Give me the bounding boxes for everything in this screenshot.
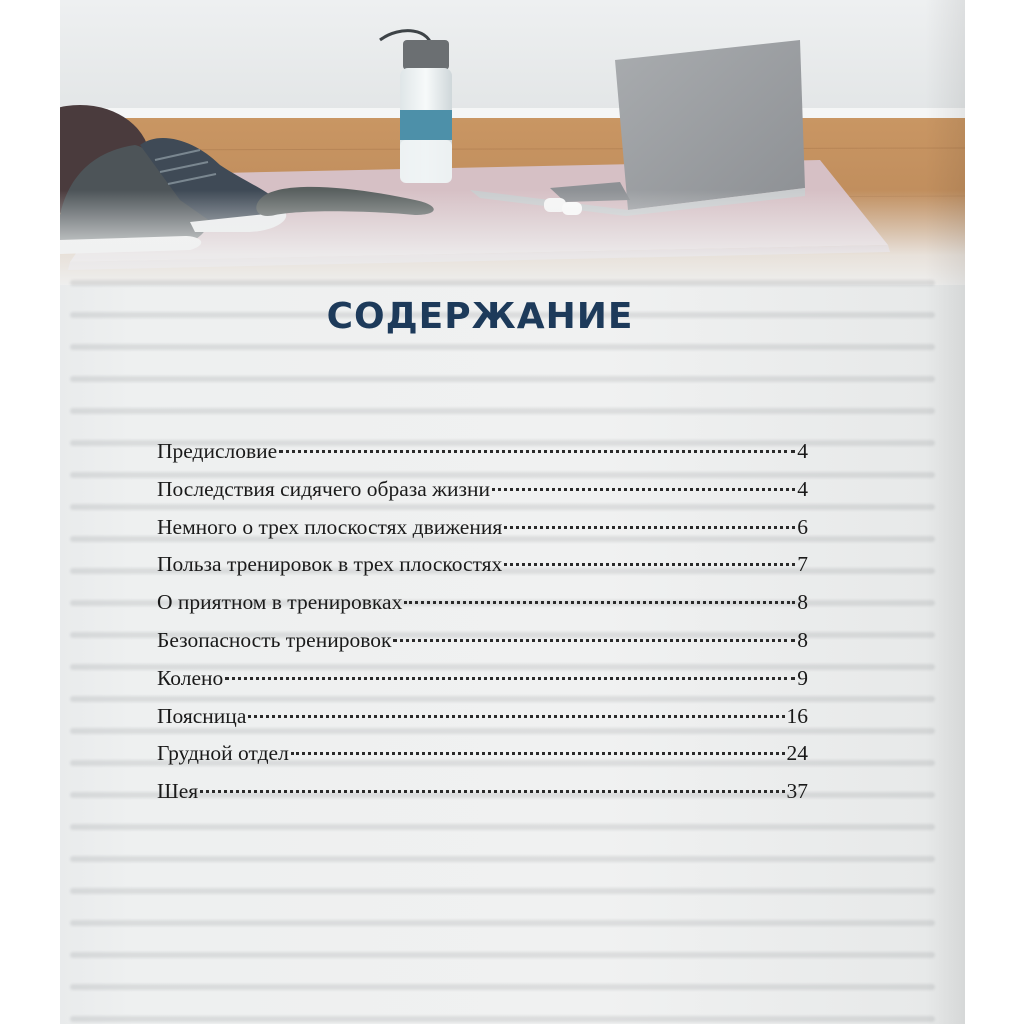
toc-entry-page-number: 37: [786, 779, 808, 804]
page-title: СОДЕРЖАНИЕ: [326, 296, 634, 337]
toc-entry-label: О приятном в тренировках: [157, 590, 403, 615]
toc-entry-page-number: 16: [786, 703, 808, 728]
toc-entry-label: Безопасность тренировок: [157, 627, 392, 652]
toc-entry: [157, 777, 808, 815]
toc-entry-label: Шея: [157, 779, 199, 804]
toc-entry-label: Предисловие: [157, 439, 278, 463]
toc-entry-label: Польза тренировок в трех плоскостях: [157, 552, 503, 577]
toc-entry: [157, 475, 808, 513]
toc-entry-label: Поясница: [157, 703, 247, 728]
toc-dot-leader: [291, 752, 785, 755]
toc-entry-label: Колено: [157, 665, 224, 690]
toc-entry-label: Последствия сидячего образа жизни: [157, 476, 491, 501]
toc-entry: [157, 739, 808, 777]
toc-entry-label: Немного о трех плоскостях движения: [157, 514, 503, 539]
toc-entry-page-number: 8: [797, 627, 808, 652]
toc-dot-leader: [404, 601, 795, 604]
toc-dot-leader: [504, 526, 795, 529]
wall: [60, 0, 965, 120]
toc-entry: [157, 513, 808, 551]
toc-entry: [157, 550, 808, 588]
toc-entry: [157, 626, 808, 664]
toc-entry: [157, 702, 808, 740]
toc-entry: [157, 664, 808, 702]
toc-dot-leader: [200, 790, 784, 793]
toc-entry-page-number: 6: [797, 514, 808, 539]
toc-dot-leader: [492, 488, 795, 491]
toc-entry-page-number: 8: [797, 590, 808, 615]
toc-entry-page-number: 4: [797, 476, 808, 501]
toc-entry: [157, 437, 808, 475]
toc-dot-leader: [248, 715, 784, 718]
header-photo: [60, 0, 965, 285]
table-of-contents: [157, 437, 808, 815]
toc-entry-page-number: 7: [797, 552, 808, 577]
toc-entry-label: Грудной отдел: [157, 741, 289, 766]
toc-dot-leader: [279, 450, 795, 453]
toc-entry-page-number: 4: [797, 439, 808, 463]
toc-entry-page-number: 24: [786, 741, 808, 766]
toc-entry-page-number: 9: [797, 665, 808, 690]
toc-dot-leader: [504, 563, 795, 566]
toc-dot-leader: [225, 677, 795, 680]
toc-dot-leader: [393, 639, 795, 642]
toc-entry: [157, 588, 808, 626]
